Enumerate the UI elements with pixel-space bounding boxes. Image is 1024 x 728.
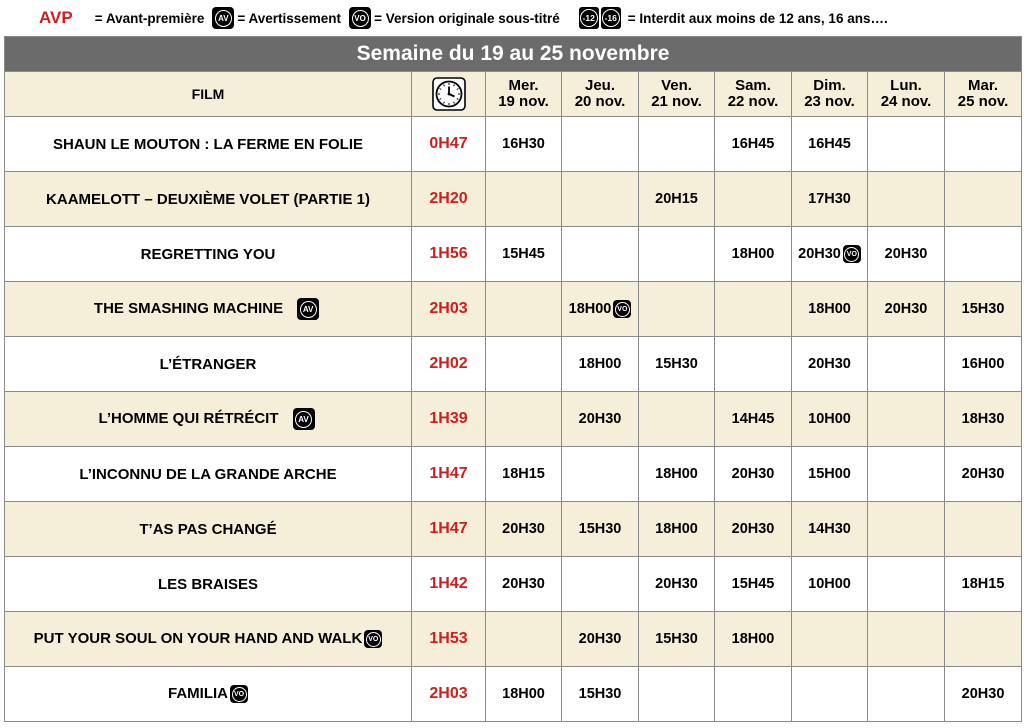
- showtime-cell: [945, 502, 1022, 557]
- film-title: L’ÉTRANGER: [159, 355, 257, 373]
- showtime-cell: [562, 447, 639, 502]
- showtime-cell: [792, 172, 868, 227]
- film-duration: 2H02: [412, 337, 486, 392]
- showtime: 14H30: [808, 521, 851, 537]
- showtime: 14H45: [731, 411, 775, 427]
- film-title-cell: [5, 392, 412, 447]
- film-row: [5, 172, 1022, 227]
- vo-badge-icon: VO: [349, 7, 371, 29]
- clock-icon: [432, 77, 466, 111]
- showtime: 20H30: [731, 521, 775, 537]
- showtime-cell: [868, 227, 945, 282]
- showtime-cell: [868, 612, 945, 667]
- showtime-cell: [945, 282, 1022, 337]
- film-title: L’HOMME QUI RÉTRÉCIT: [98, 409, 279, 427]
- showtime-cell: [562, 282, 639, 337]
- av-badge-icon: AV: [293, 408, 315, 430]
- film-title-cell: [5, 117, 412, 172]
- vo-badge-icon: VO: [843, 245, 861, 263]
- film-row: [5, 392, 1022, 447]
- vo-badge-icon: VO: [613, 300, 631, 318]
- showtime-cell: [562, 117, 639, 172]
- showtime-cell: [562, 502, 639, 557]
- film-row: [5, 447, 1022, 502]
- showtime-cell: [715, 172, 792, 227]
- film-duration: 1H56: [412, 227, 486, 282]
- showtime-cell: [945, 172, 1022, 227]
- showtime: 15H30: [578, 521, 622, 537]
- showtime: 20H30: [884, 301, 928, 317]
- showtime-cell: [639, 612, 715, 667]
- showtime-cell: [486, 172, 562, 227]
- showtime: 18H15: [502, 466, 545, 482]
- showtime: 15H30: [961, 301, 1005, 317]
- age-legend-text: = Interdit aux moins de 12 ans, 16 ans….: [627, 10, 888, 26]
- showtime: 15H00: [808, 466, 851, 482]
- film-duration: 1H42: [412, 557, 486, 612]
- showtime-cell: [639, 172, 715, 227]
- film-title: THE SMASHING MACHINE: [93, 299, 284, 317]
- showtime-cell: [639, 117, 715, 172]
- showtime-cell: [639, 282, 715, 337]
- showtime-cell: [715, 282, 792, 337]
- showtime-cell: [486, 447, 562, 502]
- film-title: PUT YOUR SOUL ON YOUR HAND AND WALK: [33, 629, 363, 647]
- film-title-cell: [5, 337, 412, 392]
- showtime-cell: [792, 392, 868, 447]
- showtime-cell: [792, 227, 868, 282]
- showtime: 18H00: [568, 300, 612, 317]
- showtime-cell: [792, 117, 868, 172]
- showtime: 10H00: [808, 576, 851, 592]
- day-header-5: Lun. 24 nov.: [868, 72, 945, 117]
- film-duration: 2H20: [412, 172, 486, 227]
- showtime-cell: [868, 337, 945, 392]
- showtime: 18H00: [578, 356, 622, 372]
- schedule-table: [4, 36, 1022, 722]
- showtime: 20H15: [655, 191, 698, 207]
- showtime: 20H30: [961, 686, 1005, 702]
- showtime: 20H30: [808, 356, 851, 372]
- showtime: 20H30: [502, 521, 545, 537]
- showtime-cell: [945, 117, 1022, 172]
- showtime-cell: [945, 557, 1022, 612]
- showtime-cell: [486, 337, 562, 392]
- showtime: 15H30: [655, 356, 698, 372]
- age-12-icon: -12: [579, 7, 599, 29]
- film-title: T’AS PAS CHANGÉ: [139, 520, 277, 538]
- showtime: 18H00: [502, 686, 545, 702]
- showtime: 20H30: [731, 466, 775, 482]
- showtime-cell: [715, 117, 792, 172]
- showtime-cell: [792, 557, 868, 612]
- showtime: 18H00: [655, 466, 698, 482]
- showtime: 20H30: [961, 466, 1005, 482]
- week-title: Semaine du 19 au 25 novembre: [5, 37, 1022, 72]
- film-duration: 0H47: [412, 117, 486, 172]
- vo-legend-text: = Version originale sous-titré: [374, 10, 560, 26]
- showtime-cell: [486, 282, 562, 337]
- film-duration: 1H53: [412, 612, 486, 667]
- showtime: 18H30: [961, 411, 1005, 427]
- showtime: 20H30: [502, 576, 545, 592]
- film-title: L’INCONNU DE LA GRANDE ARCHE: [79, 465, 337, 483]
- day-header-0: Mer. 19 nov.: [486, 72, 562, 117]
- avp-code: AVP: [39, 8, 73, 27]
- showtime-cell: [486, 227, 562, 282]
- duration-column-header: [412, 72, 486, 117]
- day-header-3: Sam. 22 nov.: [715, 72, 792, 117]
- film-title-cell: [5, 227, 412, 282]
- showtime-cell: [792, 612, 868, 667]
- showtime: 20H30: [578, 411, 622, 427]
- showtime: 16H30: [502, 136, 545, 152]
- showtime-cell: [868, 392, 945, 447]
- day-header-6: Mar. 25 nov.: [945, 72, 1022, 117]
- showtime-cell: [486, 117, 562, 172]
- showtime-cell: [486, 392, 562, 447]
- showtime: 20H30: [655, 576, 698, 592]
- showtime-cell: [792, 447, 868, 502]
- film-duration: 1H47: [412, 447, 486, 502]
- showtime-cell: [868, 667, 945, 722]
- film-title-cell: [5, 667, 412, 722]
- showtime-cell: [792, 337, 868, 392]
- film-title-cell: [5, 447, 412, 502]
- film-title: REGRETTING YOU: [140, 245, 276, 263]
- showtime-cell: [562, 392, 639, 447]
- showtime: 18H00: [731, 246, 775, 262]
- showtime-cell: [715, 612, 792, 667]
- showtime: 18H00: [808, 301, 851, 317]
- film-title-cell: [5, 282, 412, 337]
- showtime-cell: [945, 447, 1022, 502]
- showtime-cell: [868, 447, 945, 502]
- film-title-cell: [5, 557, 412, 612]
- showtime-cell: [792, 502, 868, 557]
- showtime-cell: [562, 227, 639, 282]
- film-duration: 2H03: [412, 667, 486, 722]
- showtime: 18H15: [961, 576, 1005, 592]
- showtime-cell: [868, 557, 945, 612]
- age-badges: [578, 7, 622, 29]
- showtime: 16H00: [961, 356, 1005, 372]
- showtime-cell: [639, 392, 715, 447]
- showtime-cell: [639, 337, 715, 392]
- vo-badge-icon: VO: [364, 630, 382, 648]
- film-duration: 1H47: [412, 502, 486, 557]
- showtime-cell: [562, 612, 639, 667]
- showtime: 20H30: [578, 631, 622, 647]
- showtime-cell: [715, 337, 792, 392]
- film-row: [5, 612, 1022, 667]
- day-header-1: Jeu. 20 nov.: [562, 72, 639, 117]
- showtime-cell: [715, 502, 792, 557]
- film-title: KAAMELOTT – DEUXIÈME VOLET (PARTIE 1): [46, 190, 370, 208]
- showtime: 15H30: [655, 631, 698, 647]
- showtime-cell: [945, 612, 1022, 667]
- showtime-cell: [945, 337, 1022, 392]
- header-row: [5, 72, 1022, 117]
- film-column-header: FILM: [5, 72, 412, 117]
- age-16-icon: -16: [601, 7, 621, 29]
- showtime-cell: [562, 557, 639, 612]
- showtime-cell: [945, 667, 1022, 722]
- film-title: FAMILIA: [168, 684, 228, 702]
- showtime-cell: [639, 447, 715, 502]
- showtime-cell: [486, 502, 562, 557]
- showtime-cell: [715, 667, 792, 722]
- showtime: 16H45: [731, 136, 775, 152]
- day-header-4: Dim. 23 nov.: [792, 72, 868, 117]
- showtime-cell: [486, 667, 562, 722]
- film-duration: 1H39: [412, 392, 486, 447]
- film-title: LES BRAISES: [157, 575, 259, 593]
- showtime: 20H30: [884, 246, 928, 262]
- showtime-cell: [945, 227, 1022, 282]
- showtime-cell: [639, 667, 715, 722]
- legend-bar: [0, 0, 1024, 36]
- film-row: [5, 337, 1022, 392]
- showtime-cell: [945, 392, 1022, 447]
- showtime-cell: [792, 667, 868, 722]
- showtime: 15H45: [502, 246, 545, 262]
- day-header-2: Ven. 21 nov.: [639, 72, 715, 117]
- film-row: [5, 227, 1022, 282]
- showtime: 20H30: [798, 245, 841, 262]
- showtime: 15H45: [731, 576, 775, 592]
- film-title-cell: [5, 172, 412, 227]
- film-row: [5, 117, 1022, 172]
- showtime: 16H45: [808, 136, 851, 152]
- film-title-cell: [5, 612, 412, 667]
- showtime: 15H30: [578, 686, 622, 702]
- showtime: 18H00: [655, 521, 698, 537]
- vo-badge-icon: VO: [230, 685, 248, 703]
- showtime-cell: [715, 392, 792, 447]
- showtime-cell: [639, 502, 715, 557]
- showtime: 18H00: [731, 631, 775, 647]
- showtime-cell: [715, 447, 792, 502]
- film-row: [5, 667, 1022, 722]
- film-title-cell: [5, 502, 412, 557]
- showtime-cell: [562, 667, 639, 722]
- showtime-cell: [562, 172, 639, 227]
- film-title: SHAUN LE MOUTON : LA FERME EN FOLIE: [53, 135, 363, 153]
- showtime-cell: [715, 227, 792, 282]
- showtime-cell: [486, 557, 562, 612]
- showtime: 17H30: [808, 191, 851, 207]
- showtime-cell: [868, 282, 945, 337]
- av-legend-text: = Avertissement: [237, 10, 342, 26]
- av-badge-icon: AV: [212, 7, 234, 29]
- avp-legend-text: = Avant-première: [94, 10, 205, 26]
- showtime-cell: [715, 557, 792, 612]
- showtime-cell: [639, 227, 715, 282]
- showtime-cell: [868, 502, 945, 557]
- showtime-cell: [486, 612, 562, 667]
- film-row: [5, 282, 1022, 337]
- showtime-cell: [562, 337, 639, 392]
- showtime: 10H00: [808, 411, 851, 427]
- showtime-cell: [868, 117, 945, 172]
- showtime-cell: [868, 172, 945, 227]
- showtime-cell: [639, 557, 715, 612]
- film-row: [5, 557, 1022, 612]
- film-row: [5, 502, 1022, 557]
- av-badge-icon: AV: [297, 298, 319, 320]
- film-duration: 2H03: [412, 282, 486, 337]
- showtime-cell: [792, 282, 868, 337]
